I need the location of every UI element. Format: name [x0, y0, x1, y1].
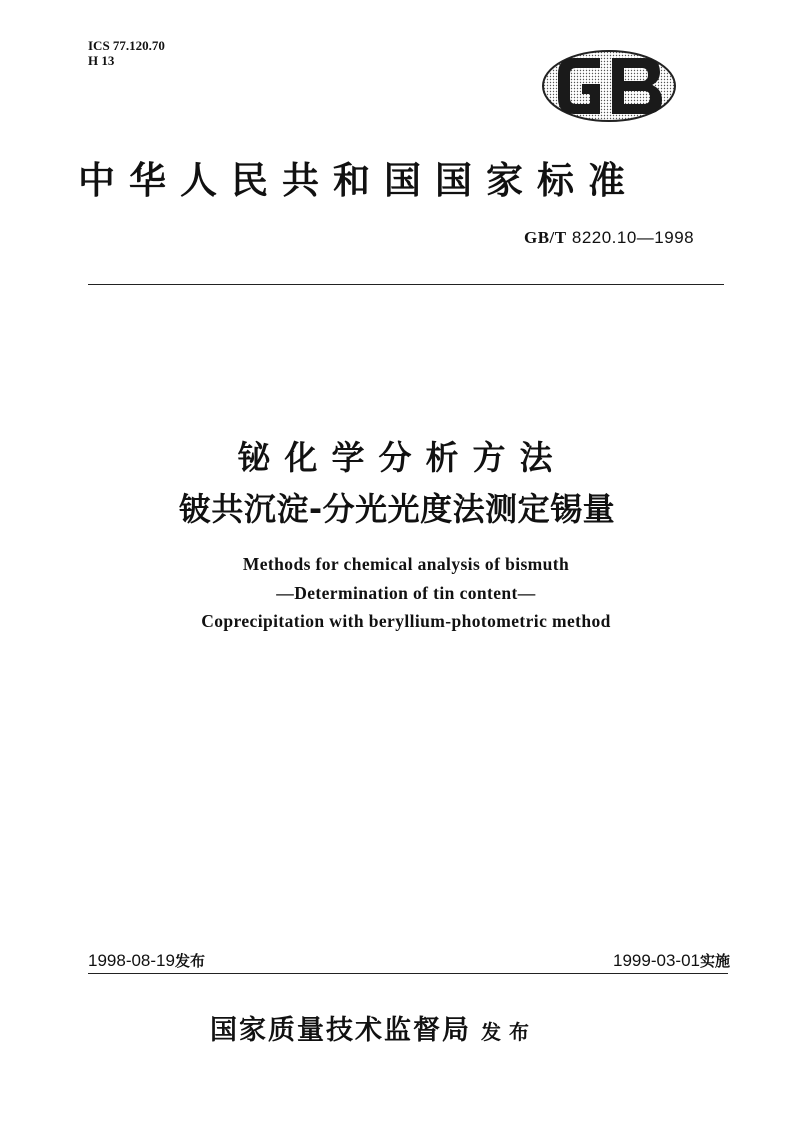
issue-date-value: 1998-08-19	[88, 951, 175, 970]
english-title-line-1: Methods for chemical analysis of bismuth	[242, 554, 570, 574]
implementation-date-value: 1999-03-01	[613, 951, 700, 970]
implementation-label: 实施	[699, 952, 730, 970]
implementation-date	[613, 950, 730, 971]
ics-code: ICS 77.120.70	[88, 38, 165, 53]
issue-label: 发布	[174, 952, 205, 970]
issuing-authority	[210, 1008, 537, 1047]
issuer-name: 国家质量技术监督局	[210, 1015, 471, 1046]
standard-number	[524, 228, 694, 248]
english-title-line-2: —Determination of tin content—	[276, 583, 536, 603]
issue-date	[88, 950, 205, 971]
english-title-line-3: Coprecipitation with beryllium-photometric method	[201, 611, 611, 631]
chinese-title-line-1: 铋化学分析方法	[237, 438, 567, 477]
standard-number-value: 8220.10—1998	[571, 228, 695, 247]
chinese-title-line-2: 铍共沉淀-分光光度法测定锡量	[178, 490, 616, 528]
gb-logo-graphic	[540, 48, 678, 124]
issuer-label: 发布	[481, 1020, 537, 1044]
classification-code: H 13	[88, 53, 115, 68]
top-divider	[88, 284, 724, 285]
bottom-divider	[88, 973, 728, 974]
ics-code-block	[88, 38, 165, 68]
gb-logo	[540, 48, 678, 124]
national-standard-title: 中华人民共和国国家标准	[78, 159, 639, 202]
standard-prefix: GB/T	[524, 228, 567, 247]
